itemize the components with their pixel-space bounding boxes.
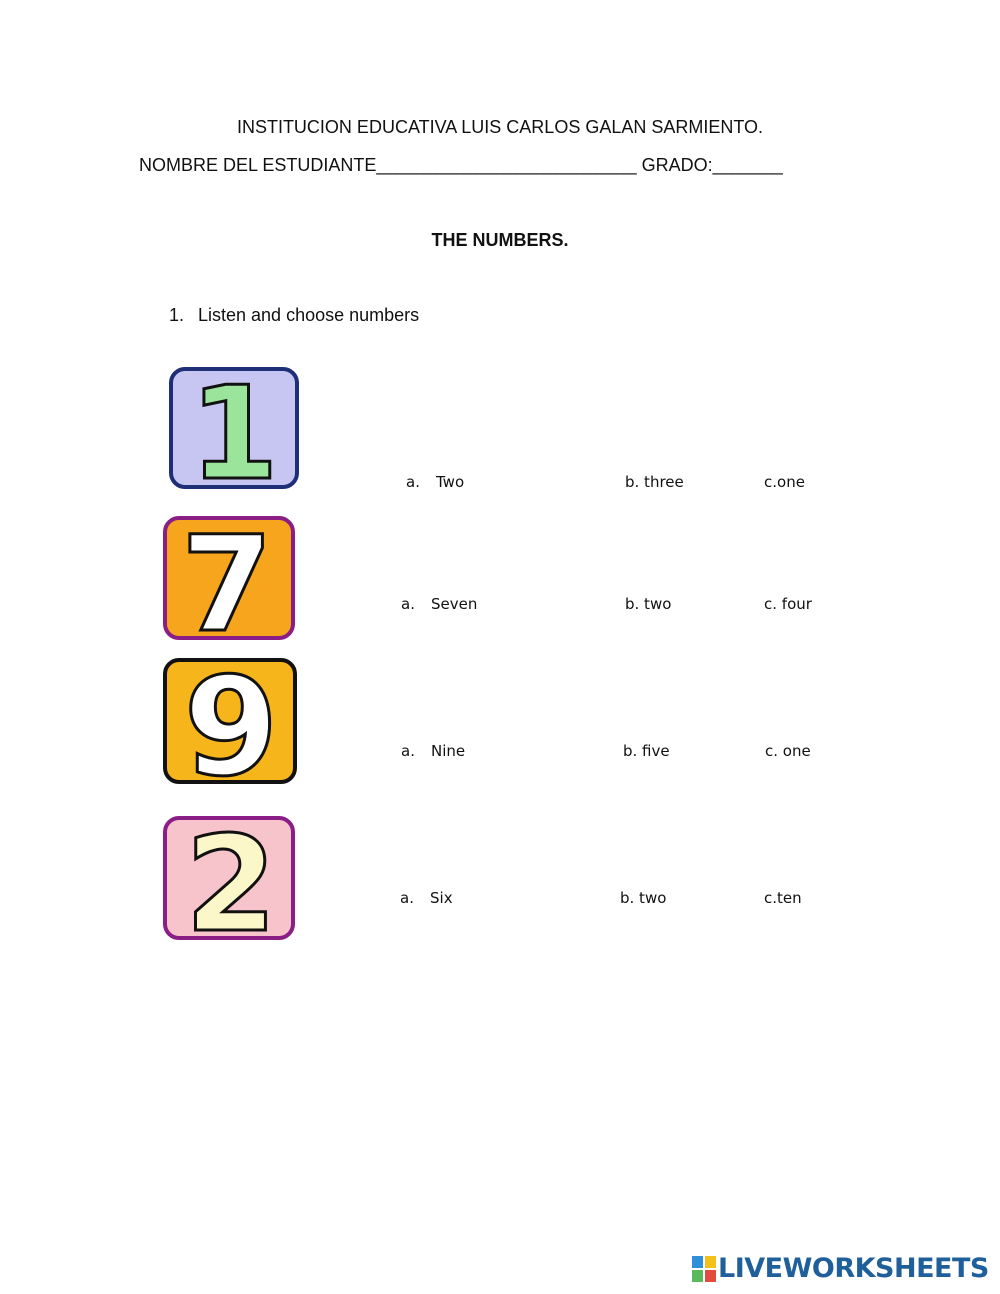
q4-option-a[interactable]: a. Six bbox=[400, 889, 453, 907]
q4-option-c[interactable]: c.ten bbox=[764, 889, 802, 907]
liveworksheets-logo-icon bbox=[692, 1256, 716, 1282]
q1-option-b[interactable]: b. three bbox=[625, 473, 684, 491]
svg-text:2: 2 bbox=[185, 814, 277, 942]
q3-option-a[interactable]: a. Nine bbox=[401, 742, 466, 760]
svg-text:7: 7 bbox=[181, 514, 273, 642]
school-name: INSTITUCION EDUCATIVA LUIS CARLOS GALAN SARMIENTO. bbox=[236, 117, 764, 137]
q4-option-b[interactable]: b. two bbox=[620, 889, 667, 907]
q3-option-b[interactable]: b. five bbox=[623, 742, 670, 760]
q1-option-a[interactable]: a. Two bbox=[406, 473, 465, 491]
q2-option-a[interactable]: a. Seven bbox=[401, 595, 478, 613]
number-tile-9 bbox=[161, 656, 299, 786]
student-name-grade-line: NOMBRE DEL ESTUDIANTE__________________________ GRADO:_______ bbox=[139, 155, 783, 175]
svg-text:1: 1 bbox=[189, 365, 279, 491]
number-tile-7 bbox=[161, 514, 297, 642]
worksheet-title: THE NUMBERS. bbox=[431, 230, 569, 250]
q3-option-c[interactable]: c. one bbox=[765, 742, 811, 760]
q2-option-b[interactable]: b. two bbox=[625, 595, 672, 613]
number-tile-2 bbox=[161, 814, 297, 942]
instruction-number: 1. bbox=[169, 305, 185, 325]
number-tile-1 bbox=[167, 365, 301, 491]
instruction bbox=[169, 305, 419, 326]
instruction-text: Listen and choose numbers bbox=[198, 305, 420, 325]
q2-option-c[interactable]: c. four bbox=[764, 595, 812, 613]
q1-option-c[interactable]: c.one bbox=[764, 473, 805, 491]
liveworksheets-logo bbox=[692, 1254, 989, 1284]
logo-text: LIVEWORKSHEETS bbox=[718, 1253, 989, 1284]
svg-text:9: 9 bbox=[183, 656, 279, 786]
